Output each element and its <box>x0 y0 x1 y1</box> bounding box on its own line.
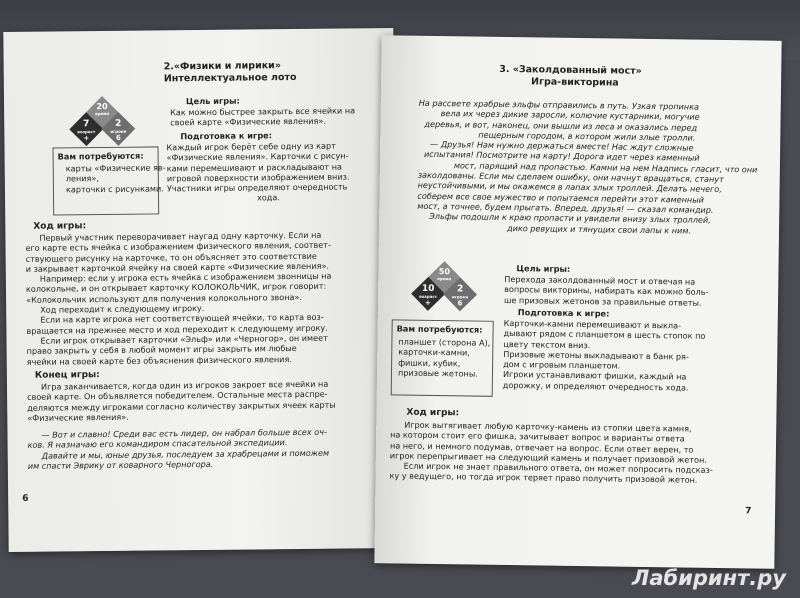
left-goal-text <box>170 105 355 128</box>
text-line: дико ревущих и тянущих свои лапы к ним. <box>506 222 692 236</box>
time-value: 50 <box>438 267 451 277</box>
players-word: игроки <box>452 294 469 300</box>
time-word: время <box>95 110 110 117</box>
left-title: 2.«Физики и лирики» <box>163 60 282 73</box>
text-line: Призовые жетоны выкладывают в банк ря- <box>503 348 689 362</box>
text-line: фишки, кубик, <box>398 357 461 368</box>
text-line: вращается на прежнее место и ход переходит к следующему игроку. <box>26 322 328 336</box>
age-value: 10 <box>421 283 435 294</box>
left-subtitle: Интеллектуальное лото <box>163 71 297 85</box>
text-line: ками перемешивают и раскладывают на <box>166 161 342 173</box>
text-line: цвету текстом вниз. <box>503 338 591 350</box>
text-line: деревья, и вот, наконец, они вышли из леса и оказались перед <box>424 118 698 133</box>
text-line: ше призовых жетонов за правильные ответы. <box>503 294 702 308</box>
text-line: дывают рядом с планшетом в шесть стопок по <box>503 328 706 342</box>
text-line: карты «Физические яв- <box>65 162 166 174</box>
text-line: своей карте «Физические явления». <box>170 115 326 128</box>
text-line: «Физические явления». <box>27 411 129 423</box>
text-line: карточки с рисунками. <box>65 182 164 195</box>
left-need-list <box>66 162 166 194</box>
text-line: Давайте и мы, юные друзья, последуем за храбрецами и поможем <box>41 447 330 461</box>
text-line: Перехода заколдованный мост и отвечая на <box>504 273 696 287</box>
right-subtitle: Игра-викторина <box>530 76 619 89</box>
right-title: 3. «Заколдованный мост» <box>499 63 642 77</box>
text-line: Участники игры определяют очередность <box>166 181 348 194</box>
text-line: призовые жетоны. <box>397 367 478 379</box>
left-quote-text <box>27 427 329 471</box>
text-line: вела их через дикие заросли, колючие кустарники, могучие <box>440 108 700 122</box>
text-line: «Колокольчик используют для получения колокольного звона». <box>26 291 303 305</box>
text-line: игровой поверхности изображением вниз. <box>166 171 350 184</box>
age-plus: + <box>83 134 90 143</box>
text-line: Как можно быстрее закрыть все ячейки на <box>170 105 356 118</box>
text-span: мост, парящий над пропастью. Камни на нем <box>453 160 650 173</box>
right-badge <box>404 264 485 327</box>
right-prep-heading: Подготовка к игре: <box>517 307 610 319</box>
right-need-box <box>391 319 494 396</box>
left-page-number: 6 <box>22 493 29 504</box>
text-line: его карте есть ячейка с изображением физического явления, соответ- <box>25 239 331 254</box>
right-course-text <box>389 419 713 485</box>
text-line: — Друзья! Нам нужно держаться вместе! Нас ждут сложные <box>430 139 694 153</box>
players-max: 6 <box>115 133 121 142</box>
text-line: мост, а точнее, будем прыгать. Вперед, друзья! — сказал командир. <box>417 200 714 215</box>
left-page <box>3 28 398 552</box>
text-line: ствующего рисунку на карточке, то он объясняет это соответствие <box>25 250 317 264</box>
text-line: Каждый игрок берёт себе одну из карт <box>166 140 336 153</box>
left-prep-heading: Подготовка к игре: <box>180 130 273 142</box>
text-line: Игрок вытягивает любую карточку-камень из стопки цвета камня, <box>404 419 692 434</box>
right-goal-text <box>504 274 709 308</box>
text-line: планшет (сторона А), <box>398 336 491 348</box>
text-line: на него, и немного подумав, отвечает на вопрос. Если ответ верен, то <box>389 439 694 455</box>
left-end-heading: Конец игры: <box>34 370 100 381</box>
left-course-text <box>25 230 332 367</box>
right-intro-text <box>417 98 758 237</box>
text-line: деляются между игроками согласно количеству закрытых ячеек карты <box>27 399 336 413</box>
time-word: время <box>437 276 452 282</box>
text-line: Игроки устанавливают фишки, каждый на <box>502 369 687 383</box>
text-line: неустойчивыми, и мы окажемся в лапах злых троллей. Делать нечего, <box>417 180 722 195</box>
text-line: Если игрок не знает правильного ответа, он может попросить подсказ- <box>403 460 713 476</box>
text-line: ку у ведущего, но тогда игрок теряет право получить призовой жетон. <box>389 470 698 486</box>
players-max: 6 <box>457 299 463 308</box>
players-word: игроки <box>110 128 127 134</box>
right-page <box>374 35 781 569</box>
text-line: ячейки на своей карте без объяснения физического явления. <box>26 353 292 367</box>
text-line: хода. <box>256 192 280 203</box>
text-line: дом с игровым планшетом. <box>503 359 621 371</box>
players-value: 2 <box>115 118 122 129</box>
text-line: и закрывает карточкой ячейку на своей карте «Физические явления». <box>25 260 330 274</box>
right-page-number: 7 <box>745 506 752 517</box>
text-line: Например: если у игрока есть ячейка с изображением звонницы на <box>39 270 332 284</box>
text-line: дорожку, и определяют очередность хода. <box>502 379 689 393</box>
text-line: им спасти Эврику от коварного Черногора. <box>27 458 214 471</box>
text-line: право закрыть у себя в любой момент игры закрыть им любые <box>26 343 297 357</box>
text-line: игрок перепрыгивает на следующий камень и получает призовой жетон. <box>389 450 707 465</box>
text-line: колокольне, и он открывает карточку КОЛОКОЛЬЧИК, игрок говорит: <box>25 281 327 295</box>
right-prep-text <box>503 318 706 393</box>
text-line: соберем все свое мужество и попытаемся перейти этот каменный <box>417 190 704 205</box>
time-value: 20 <box>96 101 108 112</box>
right-need-heading: Вам потребуются: <box>396 323 483 335</box>
right-course-heading: Ход игры: <box>406 407 460 419</box>
left-need-heading: Вам потребуются: <box>57 150 144 162</box>
left-end-text <box>27 379 336 423</box>
text-line: ков. Я назначаю его командиром спасательной экспедиции. <box>27 437 288 451</box>
text-line: Первый участник переворачивает наугад одну карточку. Если на <box>39 229 322 243</box>
text-line: Эльфы подошли к краю пропасти и увидели внизу злых троллей, <box>429 211 711 226</box>
left-goal-heading: Цель игры: <box>185 95 240 107</box>
text-line: Если на карте игрока нет соответствующей ячейки, то карта воз- <box>40 312 324 326</box>
left-course-heading: Ход игры: <box>33 221 87 232</box>
left-need-box <box>53 146 166 215</box>
text-line: Игра заканчивается, когда один из игроков закроет все ячейки на <box>40 378 329 392</box>
text-line: испытания! Посмотрите на карту! Дорога идет через каменный <box>423 149 700 164</box>
text-line: Если игрок открывает карточки «Эльф» или «Черногор», он имеет <box>40 332 328 346</box>
text-line: карточки-камни, <box>398 346 470 358</box>
text-line: Ход переходит к следующему игроку. <box>40 303 205 315</box>
age-word: возраст <box>419 293 438 300</box>
players-value: 2 <box>456 284 464 295</box>
watermark: Лабиринт.ру <box>631 566 786 590</box>
text-line: «Физические явления». Карточки с рисун- <box>166 150 349 163</box>
text-line: на котором стоит его фишка, зачитывает вопрос и варианты ответа <box>390 429 685 444</box>
left-prep-text <box>166 140 349 204</box>
age-value: 7 <box>83 119 90 130</box>
text-line: вопросы викторины, набирать как можно боль- <box>504 284 709 298</box>
right-need-list <box>398 336 490 378</box>
text-line: пещерным городом, в котором жили злые тролли. <box>478 129 696 143</box>
text-line: своей карте. Он объявляется победителем. Остальные места распре- <box>27 388 328 403</box>
text-span: Надпись гласит, что они <box>651 162 758 175</box>
age-plus: + <box>424 298 431 307</box>
age-word: возраст <box>77 129 96 135</box>
text-line: На рассвете храбрые эльфы отправились в путь. Узкая тропинка <box>418 97 700 112</box>
text-line: заколдованы. Если мы сделаем ошибку, они начнут вращаться, станут <box>417 169 724 185</box>
text-line: Карточки-камни перемешивают и выкла- <box>503 317 682 331</box>
right-goal-heading: Цель игры: <box>516 263 571 274</box>
text-line: ления», <box>65 173 99 184</box>
text-line: — Вот и славно! Среди вас есть лидер, он набрал больше всех оч- <box>41 426 327 440</box>
